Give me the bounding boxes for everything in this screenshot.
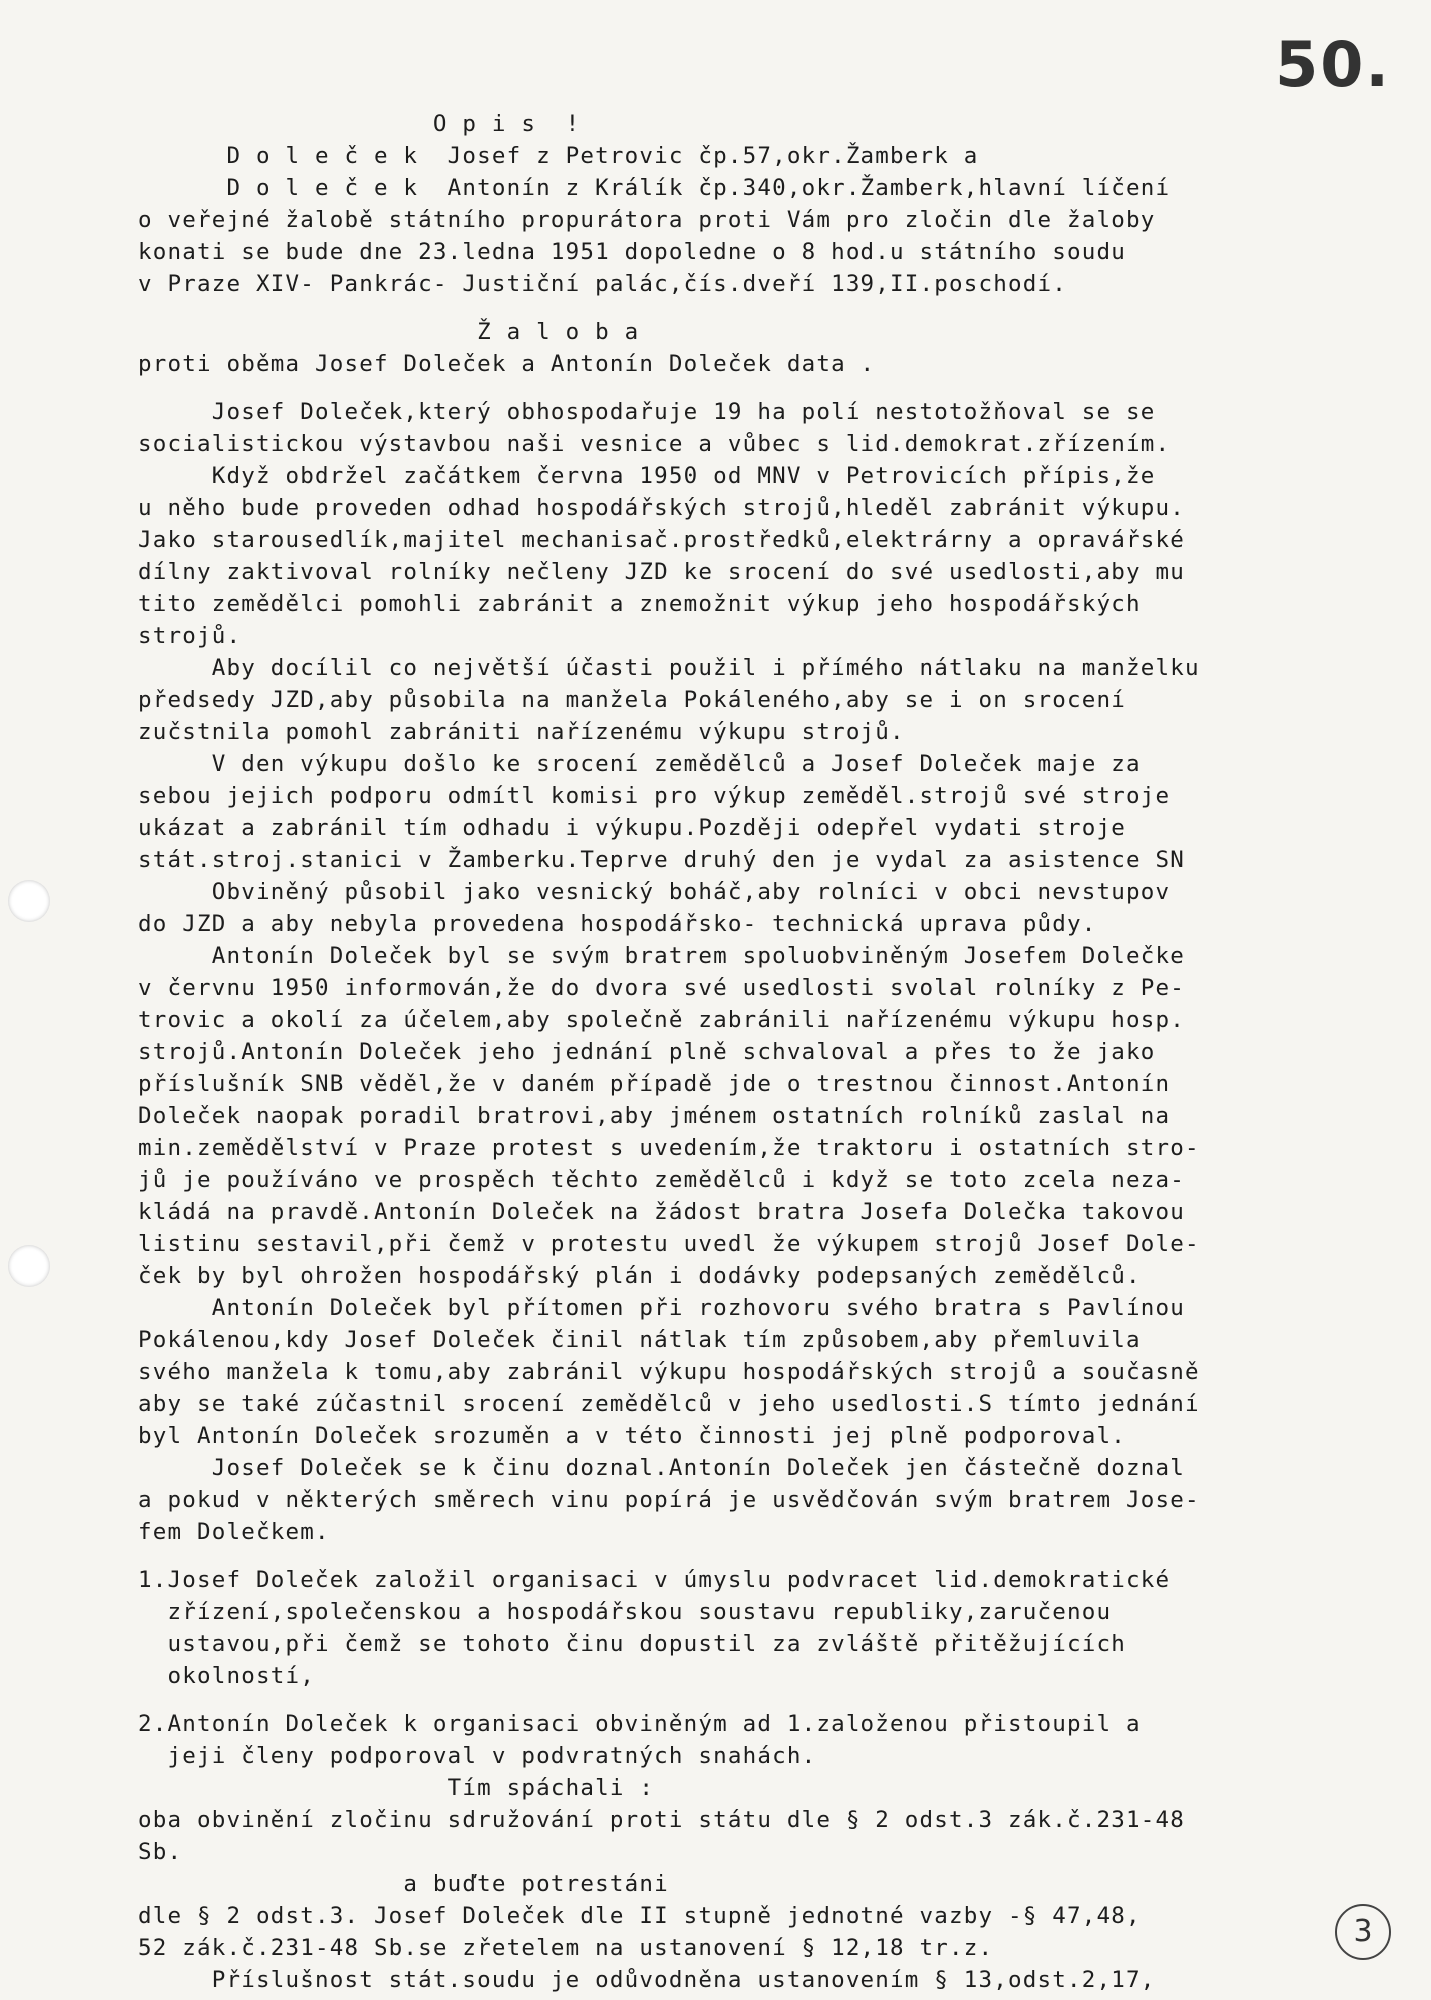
typewritten-text	[138, 108, 1408, 1996]
text-line: Josef Doleček,který obhospodařuje 19 ha polí nestotožňoval se se	[138, 399, 1156, 425]
text-line: stát.stroj.stanici v Žamberku.Teprve druhý den je vydal za asistence SN	[138, 847, 1185, 873]
text-line: D o l e č e k Antonín z Králík čp.340,okr.Žamberk,hlavní líčení	[138, 175, 1171, 201]
text-line: Když obdržel začátkem června 1950 od MNV v Petrovicích přípis,že	[138, 463, 1156, 489]
text-line: v Praze XIV- Pankrác- Justiční palác,čís.dveří 139,II.poschodí.	[138, 271, 1068, 297]
text-line: aby se také zúčastnil srocení zemědělců v jeho usedlosti.S tímto jednání	[138, 1391, 1200, 1417]
text-line: zučstnila pomohl zabrániti nařízenému výkupu strojů.	[138, 719, 905, 745]
text-line: Pokálenou,kdy Josef Doleček činil nátlak tím způsobem,aby přemluvila	[138, 1327, 1141, 1353]
text-line: D o l e č e k Josef z Petrovic čp.57,okr.Žamberk a	[138, 143, 979, 169]
text-line: Doleček naopak poradil bratrovi,aby jménem ostatních rolníků zaslal na	[138, 1103, 1171, 1129]
text-line: min.zemědělství v Praze protest s uvedením,že traktoru i ostatních stro-	[138, 1135, 1200, 1161]
text-line: 2.Antonín Doleček k organisaci obviněným ad 1.založenou přistoupil a	[138, 1711, 1141, 1737]
text-line: ustavou,při čemž se tohoto činu dopustil za zvláště přitěžujících	[138, 1631, 1126, 1657]
text-line	[138, 380, 1408, 396]
text-line: oba obvinění zločinu sdružování proti státu dle § 2 odst.3 zák.č.231-48	[138, 1807, 1185, 1833]
punch-hole	[8, 1245, 50, 1287]
text-line: ukázat a zabránil tím odhadu i výkupu.Později odepřel vydati stroje	[138, 815, 1126, 841]
text-line: Antonín Doleček byl přítomen při rozhovoru svého bratra s Pavlínou	[138, 1295, 1185, 1321]
text-line: sebou jejich podporu odmítl komisi pro výkup zeměděl.strojů své stroje	[138, 783, 1171, 809]
text-line: a buďte potrestáni	[138, 1871, 669, 1897]
text-line: konati se bude dne 23.ledna 1951 dopoledne o 8 hod.u státního soudu	[138, 239, 1126, 265]
text-line: socialistickou výstavbou naši vesnice a vůbec s lid.demokrat.zřízením.	[138, 431, 1171, 457]
text-line: Jako starousedlík,majitel mechanisač.prostředků,elektrárny a opravářské	[138, 527, 1185, 553]
text-line: Aby docílil co největší účasti použil i přímého nátlaku na manželku	[138, 655, 1200, 681]
text-line: proti oběma Josef Doleček a Antonín Doleček data .	[138, 351, 876, 377]
punch-hole	[8, 880, 50, 922]
text-line: kládá na pravdě.Antonín Doleček na žádost bratra Josefa Dolečka takovou	[138, 1199, 1185, 1225]
text-line: Sb.	[138, 1839, 183, 1865]
text-line: dílny zaktivoval rolníky nečleny JZD ke srocení do své usedlosti,aby mu	[138, 559, 1185, 585]
text-line: a pokud v některých směrech vinu popírá je usvědčován svým bratrem Jose-	[138, 1487, 1200, 1513]
text-line: 1.Josef Doleček založil organisaci v úmyslu podvracet lid.demokratické	[138, 1567, 1171, 1593]
text-line: do JZD a aby nebyla provedena hospodářsko- technická uprava půdy.	[138, 911, 1097, 937]
text-line: o veřejné žalobě státního propurátora proti Vám pro zločin dle žaloby	[138, 207, 1156, 233]
text-line: Tím spáchali :	[138, 1775, 655, 1801]
text-line: u něho bude proveden odhad hospodářských strojů,hleděl zabránit výkupu.	[138, 495, 1185, 521]
text-line: trovic a okolí za účelem,aby společně zabránili nařízenému výkupu hosp.	[138, 1007, 1185, 1033]
text-line: strojů.Antonín Doleček jeho jednání plně schvaloval a přes to že jako	[138, 1039, 1156, 1065]
text-line: zřízení,společenskou a hospodářskou soustavu republiky,zaručenou	[138, 1599, 1112, 1625]
text-line: fem Dolečkem.	[138, 1519, 330, 1545]
text-line: Antonín Doleček byl se svým bratrem spoluobviněným Josefem Dolečke	[138, 943, 1185, 969]
text-line: příslušník SNB věděl,že v daném případě jde o trestnou činnost.Antonín	[138, 1071, 1171, 1097]
text-line: V den výkupu došlo ke srocení zemědělců a Josef Doleček maje za	[138, 751, 1141, 777]
text-line	[138, 1692, 1408, 1708]
text-line: dle § 2 odst.3. Josef Doleček dle II stupně jednotné vazby -§ 47,48,	[138, 1903, 1141, 1929]
text-line: jů je používáno ve prospěch těchto zemědělců i když se toto zcela neza-	[138, 1167, 1185, 1193]
text-line: jeji členy podporoval v podvratných snahách.	[138, 1743, 817, 1769]
text-line: okolností,	[138, 1663, 315, 1689]
folio-number: 3	[1335, 1904, 1391, 1960]
text-line: předsedy JZD,aby působila na manžela Pokáleného,aby se i on srocení	[138, 687, 1126, 713]
page-number: 50.	[1275, 28, 1391, 101]
text-line	[138, 300, 1408, 316]
text-line: byl Antonín Doleček srozuměn a v této činnosti jej plně podporoval.	[138, 1423, 1126, 1449]
text-line: svého manžela k tomu,aby zabránil výkupu hospodářských strojů a současně	[138, 1359, 1200, 1385]
text-line: Josef Doleček se k činu doznal.Antonín Doleček jen částečně doznal	[138, 1455, 1185, 1481]
text-line: 52 zák.č.231-48 Sb.se zřetelem na ustanovení § 12,18 tr.z.	[138, 1935, 994, 1961]
text-line: listinu sestavil,při čemž v protestu uvedl že výkupem strojů Josef Dole-	[138, 1231, 1200, 1257]
text-line: Obviněný působil jako vesnický boháč,aby rolníci v obci nevstupov	[138, 879, 1171, 905]
text-line: v červnu 1950 informován,že do dvora své usedlosti svolal rolníky z Pe-	[138, 975, 1185, 1001]
text-line	[138, 1548, 1408, 1564]
text-line: tito zemědělci pomohli zabránit a znemožnit výkup jeho hospodářských	[138, 591, 1141, 617]
text-line: Ž a l o b a	[138, 319, 640, 345]
text-line: O p i s !	[138, 111, 581, 137]
text-line: strojů.	[138, 623, 242, 649]
text-line: ček by byl ohrožen hospodářský plán i dodávky podepsaných zemědělců.	[138, 1263, 1141, 1289]
text-line: Příslušnost stát.soudu je odůvodněna ustanovením § 13,odst.2,17,	[138, 1967, 1156, 1993]
